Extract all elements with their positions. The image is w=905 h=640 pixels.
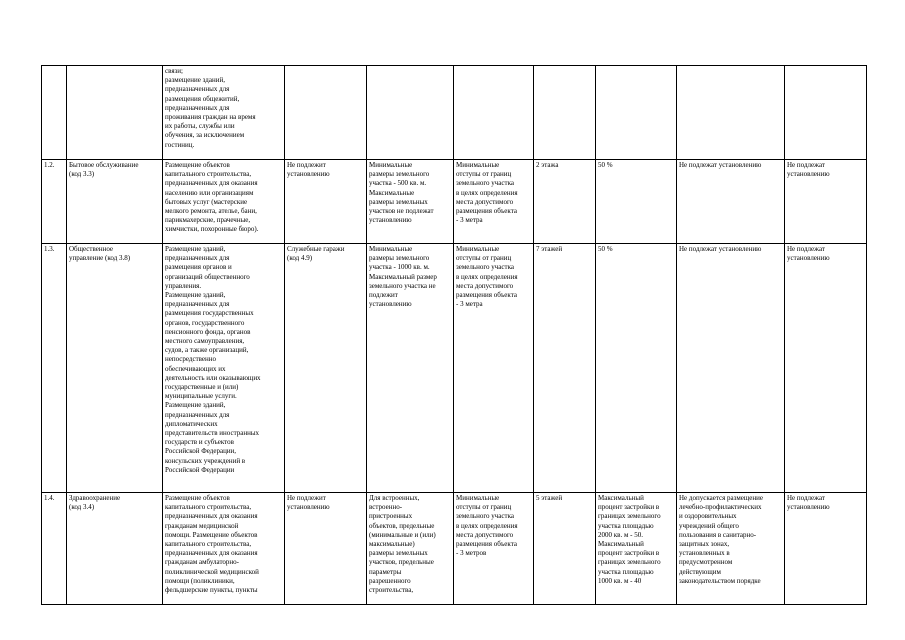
restrictions-cell	[677, 160, 785, 244]
setbacks: Минимальные отступы от границ земельного участка в целях определения места допустимого размещения объекта - 3 метров	[456, 494, 518, 558]
document-page	[41, 65, 867, 605]
other-parameters: Не подлежат установлению	[787, 245, 830, 263]
plot-size-cell	[367, 244, 454, 493]
use-name: Общественное управление (код 3.8)	[69, 245, 131, 263]
row-number: 1.3.	[44, 245, 55, 253]
auxiliary-use-cell	[285, 493, 367, 605]
auxiliary-use-cell	[285, 160, 367, 244]
floors-cell	[534, 160, 596, 244]
plot-size: Минимальные размеры земельного участка - 1000 кв. м. Максимальный размер земельного участка не подлежит установлению	[369, 245, 437, 309]
coverage: Максимальный процент застройки в границах земельного участка площадью 2000 кв. м - 50. Максимальный процент застройки в границах земельного участка площадью 1000 кв. м - 40	[598, 494, 661, 585]
other-parameters: Не подлежат установлению	[787, 494, 830, 512]
plot-size: Минимальные размеры земельного участка - 500 кв. м. Максимальные размеры земельных участков не подлежат установлению	[369, 161, 434, 225]
restrictions: Не подлежат установлению	[679, 245, 762, 253]
plot-size: Для встроенных, встроенно- пристроенных объектов, предельные (минимальные и (или) максимальные) размеры земельных участков, предельные параметры разрешенного строительства,	[369, 494, 436, 595]
row-number-cell	[42, 493, 67, 605]
setbacks-cell	[454, 493, 534, 605]
main-use-cell	[163, 66, 285, 160]
row-number: 1.4.	[44, 494, 55, 502]
coverage-cell	[596, 160, 677, 244]
restrictions-cell	[677, 493, 785, 605]
floors: 7 этажей	[536, 245, 563, 253]
main-use-cell	[163, 493, 285, 605]
plot-size-cell	[367, 160, 454, 244]
table-row	[42, 160, 867, 244]
floors-cell	[534, 493, 596, 605]
other-cell	[785, 66, 867, 160]
setbacks-cell	[454, 66, 534, 160]
restrictions: Не подлежат установлению	[679, 161, 762, 169]
setbacks-cell	[454, 244, 534, 493]
zoning-regulations-table	[41, 65, 867, 605]
use-name-cell	[67, 493, 163, 605]
auxiliary-use: Не подлежит установлению	[287, 494, 330, 512]
coverage-cell	[596, 244, 677, 493]
restrictions: Не допускается размещение лечебно-профилактических и оздоровительных учреждений общего пользования в санитарно- защитных зонах, установленных в предусмотренном действующим законодательством порядке	[679, 494, 763, 585]
use-name-cell	[67, 160, 163, 244]
other-cell	[785, 160, 867, 244]
auxiliary-use: Служебные гаражи (код 4.9)	[287, 245, 345, 263]
plot-size-cell	[367, 66, 454, 160]
main-use-description: Размещение зданий, предназначенных для размещения органов и организаций общественного управления. Размещение зданий, предназначенных для размещения государственных органов, государственного пенсионного фонда, органов местного самоуправления, судов, а также организаций, непосредственно обеспечивающих их деятельность или оказывающих государственные и (или) муниципальные услуги. Размещение зданий, предназначенных для дипломатических представительств иностранных государств и субъектов Российской Федерации, консульских учреждений в Российской Федерации	[165, 245, 261, 474]
auxiliary-use-cell	[285, 66, 367, 160]
main-use-description: Размещение объектов капитального строительства, предназначенных для оказания населению или организациям бытовых услуг (мастерские мелкого ремонта, ателье, бани, парикмахерские, прачечные, химчистки, похоронные бюро).	[165, 161, 259, 234]
main-use-description: Размещение объектов капитального строительства, предназначенных для оказания гражданам медицинской помощи. Размещение объектов капитального строительства, предназначенных для оказания гражданам амбулаторно- поликлинической медицинской помощи (поликлиники, фельдшерские пункты, пункты	[165, 494, 259, 595]
setbacks: Минимальные отступы от границ земельного участка в целях определения места допустимого размещения объекта - 3 метра	[456, 245, 518, 309]
row-number-cell	[42, 160, 67, 244]
setbacks-cell	[454, 160, 534, 244]
row-number: 1.2.	[44, 161, 55, 169]
restrictions-cell	[677, 66, 785, 160]
restrictions-cell	[677, 244, 785, 493]
floors-cell	[534, 244, 596, 493]
main-use-cell	[163, 244, 285, 493]
other-cell	[785, 244, 867, 493]
main-use-cell	[163, 160, 285, 244]
row-number-cell	[42, 66, 67, 160]
coverage-cell	[596, 493, 677, 605]
use-name-cell	[67, 66, 163, 160]
coverage: 50 %	[598, 161, 613, 169]
table-row	[42, 244, 867, 493]
main-use-description: связи; размещение зданий, предназначенных для размещения общежитий, предназначенных для проживания граждан на время их работы, службы или обучения, за исключением гостиниц.	[165, 67, 256, 149]
table-row	[42, 66, 867, 160]
table-row	[42, 493, 867, 605]
other-cell	[785, 493, 867, 605]
floors: 5 этажей	[536, 494, 563, 502]
use-name: Здравоохранение (код 3.4)	[69, 494, 121, 512]
use-name: Бытовое обслуживание (код 3.3)	[69, 161, 139, 179]
other-parameters: Не подлежат установлению	[787, 161, 830, 179]
coverage: 50 %	[598, 245, 613, 253]
auxiliary-use: Не подлежит установлению	[287, 161, 330, 179]
coverage-cell	[596, 66, 677, 160]
setbacks: Минимальные отступы от границ земельного участка в целях определения места допустимого размещения объекта - 3 метра	[456, 161, 518, 225]
use-name-cell	[67, 244, 163, 493]
auxiliary-use-cell	[285, 244, 367, 493]
plot-size-cell	[367, 493, 454, 605]
row-number-cell	[42, 244, 67, 493]
floors-cell	[534, 66, 596, 160]
floors: 2 этажа	[536, 161, 559, 169]
